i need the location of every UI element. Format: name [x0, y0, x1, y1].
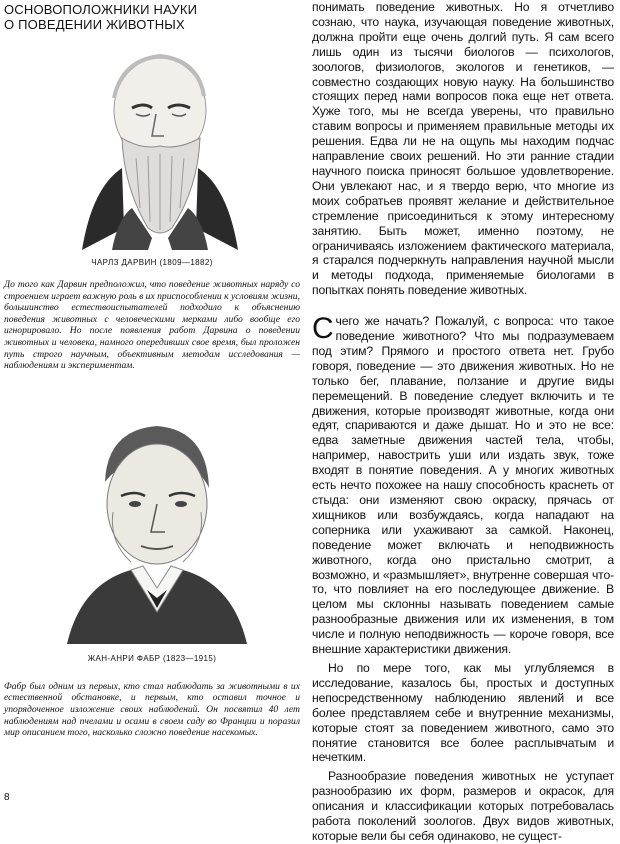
page-number: 8 — [4, 792, 10, 803]
fabre-description: Фабр был одним из первых, кто стал наблюдать за животными в их естественной обстановке, и первым, кто оставил точное и упорядоченное изложение своих наблюдений. Он посвятил 40 лет наблюдениям над пчелами и осами в своем саду во Франции и поразил мир описанием того, насколько сложно поведение насекомых. — [4, 680, 300, 739]
left-column — [4, 0, 300, 739]
paragraph-2-text: чего же начать? Пожалуй, с вопроса: что такое поведение животного? Что мы подразумеваем под этим? Прямого и простого ответа нет. Грубо говоря, поведение — это движения животных. Но не только бег, плавание, ползание и другие виды перемещений. В поведение следует включить и те движения, которые производят животные, когда они едят, спариваются и даже дышат. Но и это не все: едва заметные движения частей тела, чтобы, например, навострить уши или издать звук, тоже входят в понятие поведения. А у многих животных есть нечто похожее на нашу способность краснеть от стыда: они изменяют свою окраску, прячась от хищников или возбуждаясь, когда нападают на соперника или ухаживают за самкой. Наконец, поведение может включать и неподвижность животного, когда оно пристально смотрит, а возможно, и «размышляет», внутренне совершая что-то, что повлияет на его последующее движение. В целом мы склонны называть поведением самые разнообразные движения или их изменения, в том числе и полную неподвижность — короче говоря, все внешние характеристики движения. — [312, 314, 614, 657]
darwin-description: До того как Дарвин предположил, что поведение животных наряду со строением играет важную роль в их приспособлении к условиям жизни, большинство естествоиспытателей подходило к объяснению поведения животных с человеческими мерками либо вообще его игнорировало. Но после появления работ Дарвина о поведении животных и человека, намного опередивших свое время, был проложен путь строго научным, объективным методам исследования — наблюдениям и экспериментам. — [4, 279, 300, 372]
paragraph-2 — [312, 314, 614, 657]
right-column — [312, 0, 614, 844]
paragraph-1: понимать поведение животных. Но я отчетливо сознаю, что наука, изучающая поведение животных, должна пройти еще очень долгий путь. Я сам всего лишь один из тысячи биологов — психологов, зоологов, физиологов, экологов и генетиков, — совместно создающих новую науку. На большинство стоящих перед нами вопросов пока еще нет ответа. Хуже того, мы не всегда уверены, что правильно ставим вопросы и применяем правильные методы их решения. Едва ли не на ощупь мы находим подчас направление своих решений. Но эти ранние стадии научного поиска приносят большое удовлетворение. Они увлекают нас, и я твердо верю, что многие из моих собратьев проявят желание и действительное стремление присоединиться к этому интересному занятию. Быть может, именно поэтому, не ограничиваясь изложением фактического материала, я старался подчеркнуть направления научной мысли и методы подхода, применяемые биологами в попытках понять поведение животных. — [312, 0, 614, 298]
heading-line-1: ОСНОВОПОЛОЖНИКИ НАУКИ — [4, 2, 198, 17]
fabre-caption: ЖАН-АНРИ ФАБР (1823—1915) — [87, 653, 217, 663]
drop-cap: С — [312, 312, 334, 346]
heading-line-2: О ПОВЕДЕНИИ ЖИВОТНЫХ — [4, 17, 185, 32]
paragraph-3: Но по мере того, как мы углубляемся в исследование, казалось бы, простых и доступных непосредственному наблюдению явлений и все более представляем себе и внутренние механизмы, которые стоят за поведением животного, само это понятие становится все более расплывчатым и нечетким. — [312, 660, 614, 765]
fabre-portrait — [47, 412, 257, 644]
paragraph-4: Разнообразие поведения животных не уступает разнообразию их форм, размеров и окрасок, для описания и классификации которых потребовалась работа поколений зоологов. Двух видов животных, которые вели бы себя одинаково, не сущест- — [312, 769, 614, 843]
section-heading — [4, 2, 300, 32]
darwin-caption: ЧАРЛЗ ДАРВИН (1809—1882) — [91, 258, 213, 267]
darwin-portrait — [52, 38, 252, 250]
